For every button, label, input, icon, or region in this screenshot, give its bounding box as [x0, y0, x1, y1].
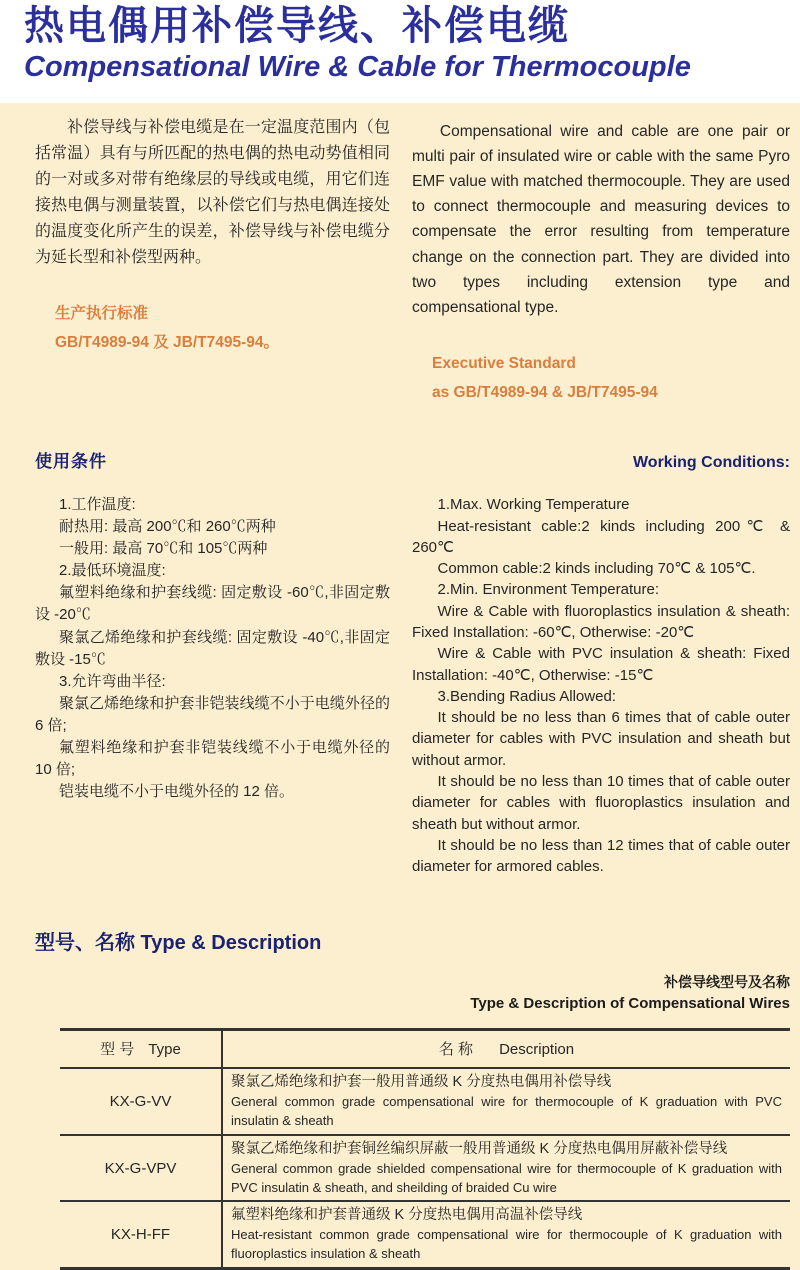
cell-description: [222, 1201, 790, 1268]
wc-item: 3.Bending Radius Allowed:: [437, 687, 616, 705]
description-zh: 聚氯乙烯绝缘和护套铜丝编织屏蔽一般用普通级 K 分度热电偶用屏蔽补偿导线: [231, 1140, 728, 1157]
wc-item: 1.工作温度:: [59, 496, 136, 514]
wc-item: Common cable:2 kinds including 70℃ & 105℃.: [437, 560, 756, 578]
table-row: [60, 1201, 790, 1268]
wc-item: 3.允许弯曲半径:: [59, 672, 166, 690]
page-title-en: Compensational Wire & Cable for Thermocouple: [24, 51, 691, 83]
description-en: Heat-resistant common grade compensational wire for thermocouple of K graduation with fluoroplastics insulation & sheath: [231, 1227, 782, 1262]
type-description-heading: 型号、名称 Type & Description: [35, 931, 322, 954]
cell-type: KX-G-VV: [60, 1068, 222, 1135]
standard-label-en: Executive Standard: [432, 354, 576, 372]
intro-column-en: [412, 115, 790, 407]
page-header: [0, 0, 800, 103]
subheading-en: Type & Description of Compensational Wires: [470, 994, 790, 1012]
working-conditions-heading-zh: 使用条件: [35, 452, 107, 472]
wc-item: 耐热用: 最高 200℃和 260℃两种: [59, 518, 276, 536]
cell-description: [222, 1068, 790, 1135]
col-header-type: [60, 1029, 222, 1068]
wc-item: It should be no less than 12 times that of cable outer diameter for armored cables.: [412, 836, 790, 876]
wc-item: Heat-resistant cable:2 kinds including 200℃ & 260℃: [412, 517, 790, 556]
intro-section: [35, 115, 790, 407]
table-header-row: [60, 1029, 790, 1068]
description-en: General common grade shielded compensational wire for thermocouple of K graduation with PVC insulatin & sheath, and sheilding of braided Cu wire: [231, 1160, 782, 1195]
cell-type: KX-H-FF: [60, 1201, 222, 1268]
col-header-type-zh: 型 号: [100, 1041, 135, 1059]
wc-item: 铠装电缆不小于电缆外径的 12 倍。: [59, 782, 295, 800]
column-spacer: [390, 115, 412, 407]
wc-item: 2.Min. Environment Temperature:: [437, 581, 659, 599]
description-zh: 聚氯乙烯绝缘和护套一般用普通级 K 分度热电偶用补偿导线: [231, 1073, 612, 1090]
cell-type: KX-G-VPV: [60, 1135, 222, 1202]
subheading-zh: 补偿导线型号及名称: [664, 973, 790, 990]
table-row: [60, 1068, 790, 1135]
wc-item: Wire & Cable with fluoroplastics insulation & sheath: Fixed Installation: -60℃, Otherwise: -20℃: [412, 602, 790, 641]
wc-item: 聚氯乙烯绝缘和护套非铠装线缆不小于电缆外径的 6 倍;: [35, 694, 390, 734]
working-conditions-columns: [35, 494, 790, 877]
wc-item: It should be no less than 6 times that of cable outer diameter for cables with PVC insulation and sheath but without armor.: [412, 709, 790, 769]
wc-item: 一般用: 最高 70℃和 105℃两种: [59, 540, 268, 558]
page-title-zh: 热电偶用补偿导线、补偿电缆: [24, 4, 570, 48]
cell-description: [222, 1135, 790, 1202]
column-spacer: [390, 494, 412, 877]
standard-block-zh: [35, 300, 390, 357]
standard-value-en: as GB/T4989-94 & JB/T7495-94: [432, 383, 658, 401]
wc-item: 氟塑料绝缘和护套非铠装线缆不小于电缆外径的 10 倍;: [35, 738, 390, 778]
type-description-section: [35, 926, 790, 1270]
wc-item: 1.Max. Working Temperature: [437, 496, 630, 514]
col-header-description-zh: 名 称: [438, 1041, 474, 1059]
description-zh: 氟塑料绝缘和护套普通级 K 分度热电偶用高温补偿导线: [231, 1207, 583, 1224]
col-header-type-en: Type: [148, 1041, 181, 1059]
working-conditions-heading-en: Working Conditions:: [632, 454, 790, 472]
intro-column-zh: [35, 115, 390, 407]
page-content: [0, 103, 800, 1270]
table-row: [60, 1135, 790, 1202]
col-header-description: [222, 1029, 790, 1068]
intro-paragraph-zh: 补偿导线与补偿电缆是在一定温度范围内（包括常温）具有与所匹配的热电偶的热电动势值相同的一对或多对带有绝缘层的导线或电缆，用它们连接热电偶与测量装置，以补偿它们与热电偶连接处的温度变化所产生的误差，补偿导线与补偿电缆分为延长型和补偿型两种。: [35, 119, 390, 266]
working-conditions-heading: [35, 447, 790, 472]
type-description-table: [60, 1028, 790, 1270]
col-header-description-en: Description: [499, 1041, 575, 1059]
type-description-subheading: [35, 971, 790, 1014]
working-conditions-en: [412, 494, 790, 877]
wc-item: Wire & Cable with PVC insulation & sheath: Fixed Installation: -40℃, Otherwise: -15℃: [412, 645, 790, 684]
standard-value-zh: GB/T4989-94 及 JB/T7495-94。: [55, 334, 279, 352]
wc-item: 2.最低环境温度:: [59, 562, 166, 580]
wc-item: 聚氯乙烯绝缘和护套线缆: 固定敷设 -40℃,非固定敷设 -15℃: [35, 628, 390, 668]
description-en: General common grade compensational wire for thermocouple of K graduation with PVC insulatin & sheath: [231, 1093, 782, 1128]
standard-label-zh: 生产执行标准: [55, 305, 149, 323]
intro-paragraph-en: Compensational wire and cable are one pair or multi pair of insulated wire or cable with the same Pyro EMF value with matched thermocouple. They are used to connect thermocouple and measuring devices to compensate the error resulting from temperature change on the connection part. They are divided into two types including extension type and compensational type.: [412, 123, 790, 316]
wc-item: It should be no less than 10 times that of cable outer diameter for cables with fluoroplastics insulation and sheath but without armor.: [412, 773, 790, 833]
standard-block-en: [412, 350, 790, 407]
working-conditions-section: [35, 447, 790, 877]
working-conditions-zh: [35, 494, 390, 877]
wc-item: 氟塑料绝缘和护套线缆: 固定敷设 -60℃,非固定敷设 -20℃: [35, 584, 390, 624]
